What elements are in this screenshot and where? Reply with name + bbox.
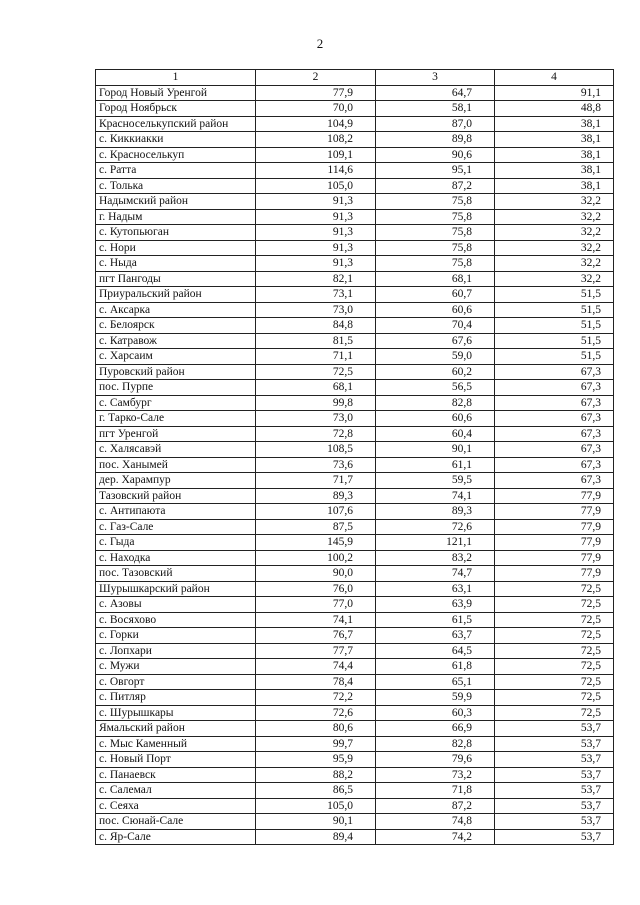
value-cell-4: 72,5 (495, 581, 614, 597)
table-body (96, 85, 614, 845)
value-cell-3: 60,2 (376, 364, 495, 380)
value-cell-3: 75,8 (376, 256, 495, 272)
value-cell-2: 73,0 (256, 302, 376, 318)
value-cell-4: 72,5 (495, 705, 614, 721)
settlement-name-cell: с. Ратта (96, 163, 256, 179)
table-row (96, 721, 614, 737)
value-cell-3: 61,5 (376, 612, 495, 628)
settlement-name-cell: с. Красноселькуп (96, 147, 256, 163)
column-header-2: 2 (256, 70, 376, 86)
value-cell-3: 75,8 (376, 225, 495, 241)
settlement-name-cell: с. Харсаим (96, 349, 256, 365)
value-cell-2: 114,6 (256, 163, 376, 179)
settlement-name-cell: Ямальский район (96, 721, 256, 737)
value-cell-2: 99,8 (256, 395, 376, 411)
settlement-name-cell: с. Находка (96, 550, 256, 566)
settlement-name-cell: Пуровский район (96, 364, 256, 380)
value-cell-4: 67,3 (495, 411, 614, 427)
value-cell-4: 53,7 (495, 814, 614, 830)
value-cell-2: 89,4 (256, 829, 376, 845)
table-row (96, 101, 614, 117)
data-table (95, 69, 614, 845)
value-cell-3: 64,5 (376, 643, 495, 659)
settlement-name-cell: с. Мужи (96, 659, 256, 675)
value-cell-4: 72,5 (495, 659, 614, 675)
value-cell-3: 66,9 (376, 721, 495, 737)
value-cell-3: 89,8 (376, 132, 495, 148)
table-row (96, 488, 614, 504)
value-cell-3: 63,9 (376, 597, 495, 613)
settlement-name-cell: Надымский район (96, 194, 256, 210)
value-cell-4: 67,3 (495, 380, 614, 396)
table-row (96, 411, 614, 427)
settlement-name-cell: с. Аксарка (96, 302, 256, 318)
settlement-name-cell: с. Газ-Сале (96, 519, 256, 535)
table-row (96, 457, 614, 473)
table-row (96, 612, 614, 628)
value-cell-4: 77,9 (495, 550, 614, 566)
table-row (96, 550, 614, 566)
table-row (96, 256, 614, 272)
value-cell-3: 59,9 (376, 690, 495, 706)
value-cell-4: 53,7 (495, 783, 614, 799)
column-header-4: 4 (495, 70, 614, 86)
value-cell-2: 72,6 (256, 705, 376, 721)
settlement-name-cell: с. Панаевск (96, 767, 256, 783)
settlement-name-cell: с. Сеяха (96, 798, 256, 814)
value-cell-2: 99,7 (256, 736, 376, 752)
table-row (96, 736, 614, 752)
page-number: 2 (316, 36, 324, 51)
settlement-name-cell: пос. Пурпе (96, 380, 256, 396)
table-header-row (96, 70, 614, 86)
table-row (96, 597, 614, 613)
value-cell-3: 121,1 (376, 535, 495, 551)
value-cell-2: 90,0 (256, 566, 376, 582)
settlement-name-cell: с. Горки (96, 628, 256, 644)
table-row (96, 333, 614, 349)
value-cell-3: 87,0 (376, 116, 495, 132)
value-cell-3: 79,6 (376, 752, 495, 768)
value-cell-4: 72,5 (495, 674, 614, 690)
table-row (96, 287, 614, 303)
table-row (96, 178, 614, 194)
value-cell-4: 77,9 (495, 519, 614, 535)
value-cell-3: 90,6 (376, 147, 495, 163)
value-cell-4: 67,3 (495, 442, 614, 458)
value-cell-2: 107,6 (256, 504, 376, 520)
value-cell-4: 53,7 (495, 767, 614, 783)
value-cell-4: 53,7 (495, 752, 614, 768)
value-cell-4: 72,5 (495, 597, 614, 613)
settlement-name-cell: Шурышкарский район (96, 581, 256, 597)
value-cell-2: 68,1 (256, 380, 376, 396)
settlement-name-cell: с. Мыс Каменный (96, 736, 256, 752)
table-row (96, 147, 614, 163)
value-cell-4: 67,3 (495, 426, 614, 442)
settlement-name-cell: Город Новый Уренгой (96, 85, 256, 101)
value-cell-2: 71,1 (256, 349, 376, 365)
value-cell-3: 75,8 (376, 194, 495, 210)
table-row (96, 643, 614, 659)
value-cell-3: 82,8 (376, 736, 495, 752)
value-cell-2: 91,3 (256, 256, 376, 272)
column-header-1: 1 (96, 70, 256, 86)
settlement-name-cell: с. Лопхари (96, 643, 256, 659)
value-cell-4: 72,5 (495, 628, 614, 644)
value-cell-2: 91,3 (256, 225, 376, 241)
table-row (96, 209, 614, 225)
table-row (96, 380, 614, 396)
value-cell-2: 73,1 (256, 287, 376, 303)
table-row (96, 318, 614, 334)
value-cell-2: 91,3 (256, 240, 376, 256)
value-cell-4: 67,3 (495, 473, 614, 489)
settlement-name-cell: с. Новый Порт (96, 752, 256, 768)
value-cell-4: 91,1 (495, 85, 614, 101)
value-cell-4: 32,2 (495, 225, 614, 241)
value-cell-3: 74,8 (376, 814, 495, 830)
value-cell-4: 51,5 (495, 302, 614, 318)
value-cell-2: 91,3 (256, 194, 376, 210)
settlement-name-cell: пгт Пангоды (96, 271, 256, 287)
value-cell-2: 74,4 (256, 659, 376, 675)
table-row (96, 566, 614, 582)
settlement-name-cell: с. Овгорт (96, 674, 256, 690)
value-cell-4: 32,2 (495, 271, 614, 287)
settlement-name-cell: дер. Харампур (96, 473, 256, 489)
table-row (96, 519, 614, 535)
value-cell-2: 95,9 (256, 752, 376, 768)
settlement-name-cell: с. Гыда (96, 535, 256, 551)
value-cell-3: 73,2 (376, 767, 495, 783)
value-cell-3: 87,2 (376, 178, 495, 194)
table-row (96, 85, 614, 101)
table-row (96, 829, 614, 845)
value-cell-2: 72,5 (256, 364, 376, 380)
table-row (96, 628, 614, 644)
value-cell-4: 38,1 (495, 163, 614, 179)
value-cell-2: 86,5 (256, 783, 376, 799)
settlement-name-cell: Приуральский район (96, 287, 256, 303)
column-header-3: 3 (376, 70, 495, 86)
table-row (96, 690, 614, 706)
value-cell-2: 76,0 (256, 581, 376, 597)
value-cell-3: 74,7 (376, 566, 495, 582)
value-cell-3: 65,1 (376, 674, 495, 690)
table-row (96, 395, 614, 411)
value-cell-3: 60,6 (376, 302, 495, 318)
table-row (96, 426, 614, 442)
value-cell-3: 75,8 (376, 240, 495, 256)
value-cell-3: 75,8 (376, 209, 495, 225)
value-cell-4: 72,5 (495, 643, 614, 659)
settlement-name-cell: с. Катравож (96, 333, 256, 349)
value-cell-2: 104,9 (256, 116, 376, 132)
settlement-name-cell: с. Халясавэй (96, 442, 256, 458)
value-cell-4: 67,3 (495, 457, 614, 473)
value-cell-3: 61,1 (376, 457, 495, 473)
value-cell-4: 77,9 (495, 504, 614, 520)
value-cell-4: 53,7 (495, 829, 614, 845)
table-row (96, 798, 614, 814)
table-row (96, 674, 614, 690)
value-cell-2: 73,0 (256, 411, 376, 427)
table-row (96, 783, 614, 799)
table-row (96, 442, 614, 458)
value-cell-4: 48,8 (495, 101, 614, 117)
settlement-name-cell: с. Яр-Сале (96, 829, 256, 845)
value-cell-3: 63,7 (376, 628, 495, 644)
table-row (96, 240, 614, 256)
value-cell-2: 88,2 (256, 767, 376, 783)
value-cell-4: 38,1 (495, 132, 614, 148)
value-cell-4: 51,5 (495, 318, 614, 334)
table-row (96, 194, 614, 210)
value-cell-4: 38,1 (495, 116, 614, 132)
value-cell-2: 71,7 (256, 473, 376, 489)
settlement-name-cell: с. Питляр (96, 690, 256, 706)
value-cell-2: 77,9 (256, 85, 376, 101)
value-cell-2: 100,2 (256, 550, 376, 566)
value-cell-3: 70,4 (376, 318, 495, 334)
value-cell-2: 80,6 (256, 721, 376, 737)
value-cell-3: 60,3 (376, 705, 495, 721)
value-cell-3: 90,1 (376, 442, 495, 458)
settlement-name-cell: с. Азовы (96, 597, 256, 613)
table-row (96, 535, 614, 551)
value-cell-3: 68,1 (376, 271, 495, 287)
settlement-name-cell: с. Кутопьюган (96, 225, 256, 241)
value-cell-2: 82,1 (256, 271, 376, 287)
value-cell-2: 74,1 (256, 612, 376, 628)
value-cell-2: 105,0 (256, 798, 376, 814)
value-cell-4: 72,5 (495, 612, 614, 628)
value-cell-4: 32,2 (495, 256, 614, 272)
value-cell-3: 63,1 (376, 581, 495, 597)
value-cell-4: 53,7 (495, 721, 614, 737)
table-row (96, 132, 614, 148)
settlement-name-cell: с. Антипаюта (96, 504, 256, 520)
value-cell-2: 73,6 (256, 457, 376, 473)
value-cell-2: 105,0 (256, 178, 376, 194)
table-row (96, 271, 614, 287)
value-cell-3: 83,2 (376, 550, 495, 566)
settlement-name-cell: г. Тарко-Сале (96, 411, 256, 427)
value-cell-3: 74,2 (376, 829, 495, 845)
value-cell-3: 82,8 (376, 395, 495, 411)
table-row (96, 473, 614, 489)
value-cell-3: 71,8 (376, 783, 495, 799)
value-cell-2: 89,3 (256, 488, 376, 504)
value-cell-2: 91,3 (256, 209, 376, 225)
value-cell-2: 109,1 (256, 147, 376, 163)
settlement-name-cell: с. Толька (96, 178, 256, 194)
settlement-name-cell: пос. Тазовский (96, 566, 256, 582)
table-row (96, 163, 614, 179)
table-row (96, 302, 614, 318)
table-row (96, 767, 614, 783)
value-cell-3: 64,7 (376, 85, 495, 101)
value-cell-2: 90,1 (256, 814, 376, 830)
settlement-name-cell: г. Надым (96, 209, 256, 225)
value-cell-4: 51,5 (495, 333, 614, 349)
table-row (96, 659, 614, 675)
value-cell-4: 32,2 (495, 194, 614, 210)
value-cell-4: 51,5 (495, 287, 614, 303)
settlement-name-cell: с. Самбург (96, 395, 256, 411)
value-cell-2: 78,4 (256, 674, 376, 690)
value-cell-2: 72,8 (256, 426, 376, 442)
settlement-name-cell: пгт Уренгой (96, 426, 256, 442)
value-cell-4: 38,1 (495, 147, 614, 163)
table-row (96, 814, 614, 830)
value-cell-2: 77,0 (256, 597, 376, 613)
value-cell-3: 60,7 (376, 287, 495, 303)
value-cell-4: 53,7 (495, 798, 614, 814)
value-cell-3: 72,6 (376, 519, 495, 535)
value-cell-4: 67,3 (495, 364, 614, 380)
value-cell-4: 38,1 (495, 178, 614, 194)
settlement-name-cell: Тазовский район (96, 488, 256, 504)
settlement-name-cell: с. Восяхово (96, 612, 256, 628)
settlement-name-cell: с. Салемал (96, 783, 256, 799)
value-cell-3: 61,8 (376, 659, 495, 675)
value-cell-3: 89,3 (376, 504, 495, 520)
value-cell-2: 77,7 (256, 643, 376, 659)
settlement-name-cell: с. Киккиакки (96, 132, 256, 148)
table-row (96, 504, 614, 520)
value-cell-3: 95,1 (376, 163, 495, 179)
value-cell-4: 72,5 (495, 690, 614, 706)
table-row (96, 349, 614, 365)
value-cell-2: 145,9 (256, 535, 376, 551)
value-cell-3: 59,5 (376, 473, 495, 489)
value-cell-2: 81,5 (256, 333, 376, 349)
value-cell-3: 87,2 (376, 798, 495, 814)
table-row (96, 581, 614, 597)
value-cell-3: 67,6 (376, 333, 495, 349)
settlement-name-cell: пос. Ханымей (96, 457, 256, 473)
value-cell-2: 72,2 (256, 690, 376, 706)
value-cell-3: 60,6 (376, 411, 495, 427)
value-cell-4: 77,9 (495, 488, 614, 504)
value-cell-2: 76,7 (256, 628, 376, 644)
table-row (96, 752, 614, 768)
settlement-name-cell: Красноселькупский район (96, 116, 256, 132)
value-cell-2: 84,8 (256, 318, 376, 334)
value-cell-3: 60,4 (376, 426, 495, 442)
value-cell-3: 74,1 (376, 488, 495, 504)
value-cell-2: 108,2 (256, 132, 376, 148)
table-row (96, 705, 614, 721)
value-cell-4: 51,5 (495, 349, 614, 365)
value-cell-4: 67,3 (495, 395, 614, 411)
value-cell-3: 56,5 (376, 380, 495, 396)
value-cell-3: 59,0 (376, 349, 495, 365)
table-row (96, 225, 614, 241)
settlement-name-cell: с. Белоярск (96, 318, 256, 334)
table-row (96, 364, 614, 380)
value-cell-4: 77,9 (495, 566, 614, 582)
value-cell-4: 77,9 (495, 535, 614, 551)
value-cell-2: 108,5 (256, 442, 376, 458)
settlement-name-cell: с. Шурышкары (96, 705, 256, 721)
settlement-name-cell: Город Ноябрьск (96, 101, 256, 117)
table-row (96, 116, 614, 132)
value-cell-4: 32,2 (495, 240, 614, 256)
value-cell-4: 53,7 (495, 736, 614, 752)
value-cell-2: 87,5 (256, 519, 376, 535)
value-cell-4: 32,2 (495, 209, 614, 225)
value-cell-3: 58,1 (376, 101, 495, 117)
value-cell-2: 70,0 (256, 101, 376, 117)
settlement-name-cell: пос. Сюнай-Сале (96, 814, 256, 830)
settlement-name-cell: с. Нори (96, 240, 256, 256)
settlement-name-cell: с. Ныда (96, 256, 256, 272)
